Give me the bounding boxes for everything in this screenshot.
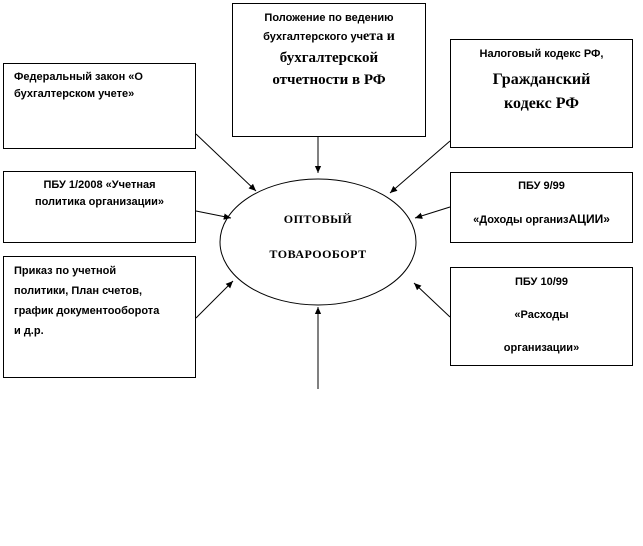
box-polozhenie-line3: бухгалтерской <box>279 50 379 66</box>
box-prikaz-line4: и д.р. <box>14 325 44 337</box>
box-pbu9-line2b: АЦИИ» <box>568 212 610 226</box>
box-nk <box>450 39 633 148</box>
box-fz-line1: Федеральный закон «О <box>14 71 143 83</box>
box-pbu10 <box>450 267 633 366</box>
box-prikaz-line3: график документооборота <box>14 305 160 317</box>
arrow-pbu1 <box>196 211 231 218</box>
arrow-prikaz <box>196 281 233 318</box>
box-fz <box>3 63 196 149</box>
box-pbu9-line2a: «Доходы организ <box>473 214 569 226</box>
center-label-line1: ОПТОВЫЙ <box>283 212 353 226</box>
box-pbu1-line2: политика организации» <box>34 196 165 208</box>
box-pbu9-line2 <box>451 211 632 229</box>
box-polozhenie-line1: Положение по ведению <box>264 12 394 24</box>
box-pbu10-line3: организации» <box>503 342 580 354</box>
box-pbu1-line1: ПБУ 1/2008 «Учетная <box>43 179 156 191</box>
box-nk-line1: Налоговый кодекс РФ, <box>479 48 604 60</box>
center-label-line2: ТОВАРООБОРТ <box>269 247 367 261</box>
box-polozhenie-line2b: ета и <box>363 29 395 44</box>
box-prikaz-line2: политики, План счетов, <box>14 285 143 297</box>
box-fz-line2: бухгалтерском учете» <box>14 88 135 100</box>
box-pbu10-line1: ПБУ 10/99 <box>515 276 568 288</box>
box-pbu1 <box>3 171 196 243</box>
box-nk-line3: кодекс РФ <box>504 95 579 112</box>
box-pbu10-line2: «Расходы <box>514 309 569 321</box>
box-polozhenie <box>232 3 426 137</box>
arrow-nk <box>390 141 450 193</box>
arrow-fz <box>196 134 256 191</box>
arrow-pbu10 <box>414 283 450 317</box>
box-polozhenie-line2a: бухгалтерского уч <box>263 31 363 43</box>
center-ellipse <box>220 179 416 305</box>
box-polozhenie-line2 <box>233 27 425 47</box>
box-nk-line2: Гражданский <box>492 71 591 88</box>
arrow-pbu9 <box>415 207 450 218</box>
box-prikaz-line1: Приказ по учетной <box>14 265 117 277</box>
box-pbu9-line1: ПБУ 9/99 <box>518 180 565 192</box>
box-polozhenie-line4: отчетности в РФ <box>272 72 386 88</box>
box-pbu9 <box>450 172 633 243</box>
box-prikaz <box>3 256 196 378</box>
